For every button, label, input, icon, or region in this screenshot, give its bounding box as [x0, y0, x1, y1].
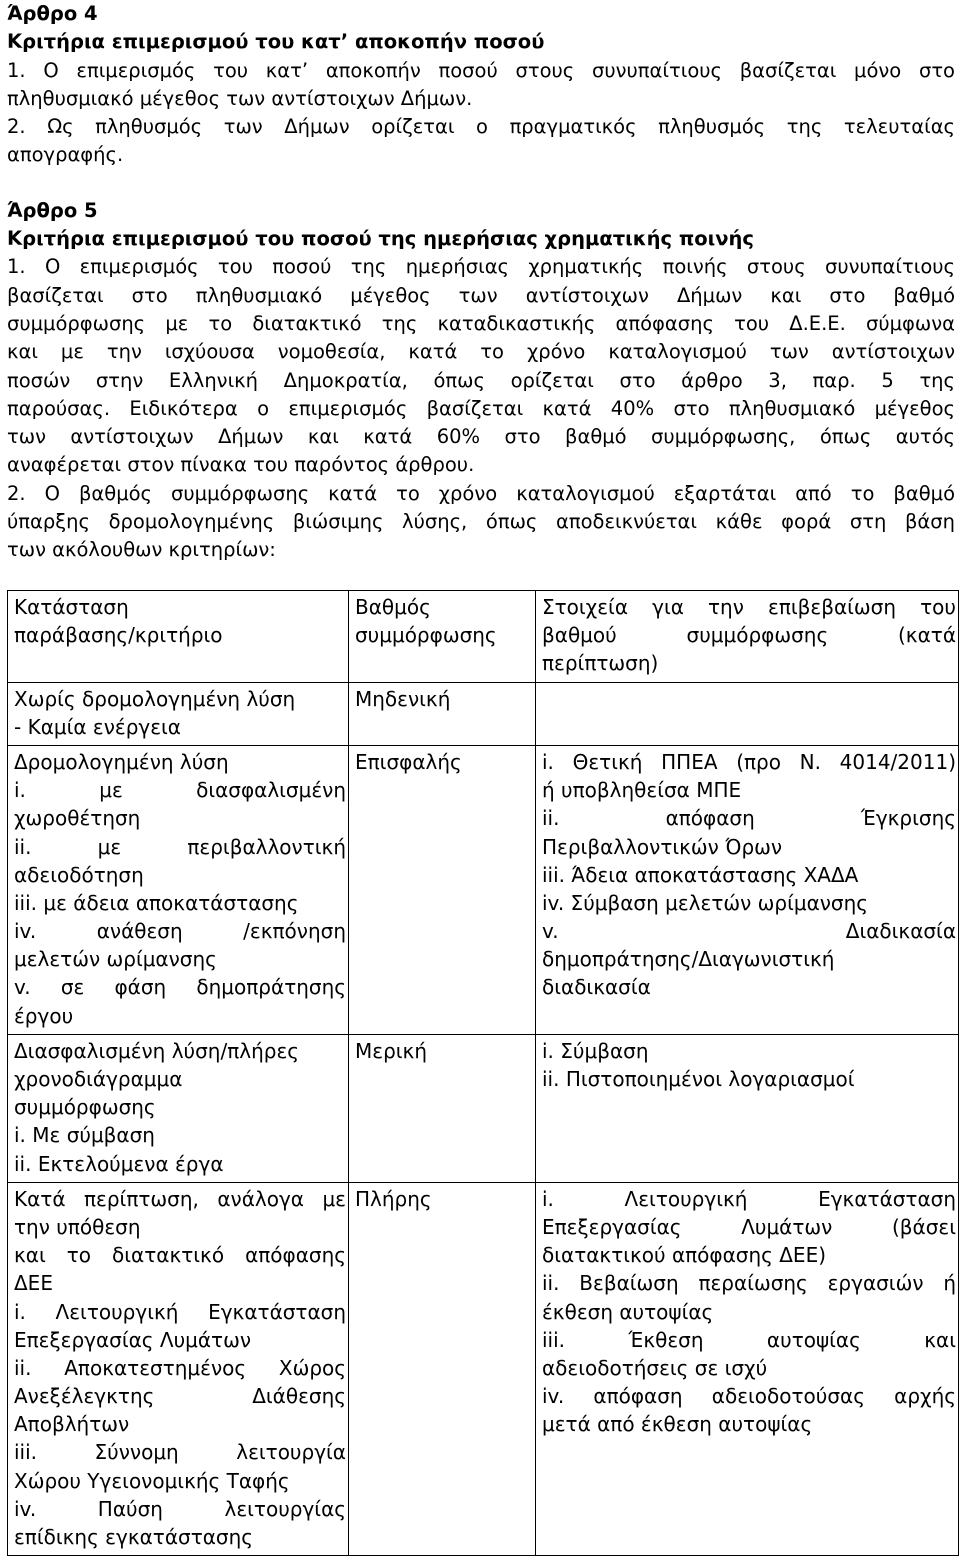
table-cell-line: Ανεξέλεγκτης Διάθεσης — [14, 1384, 346, 1409]
article-5-line: βασίζεται στο πληθυσμιακό μέγεθος των αντίστοιχων Δήμων και στο βαθμό — [7, 283, 955, 307]
table-cell-line: Κατά περίπτωση, ανάλογα με — [14, 1186, 346, 1211]
table-row — [8, 682, 959, 745]
table-cell-line: ii. Εκτελούμενα έργα — [14, 1151, 224, 1176]
table-cell-line: Επισφαλής — [355, 749, 462, 774]
table-cell-line: iii. Άδεια αποκατάστασης ΧΑΔΑ — [542, 862, 859, 887]
table-cell-line: iii. με άδεια αποκατάστασης — [14, 890, 299, 915]
cell-status — [8, 745, 349, 1034]
table-cell-line: v. σε φάση δημοπράτησης — [14, 975, 346, 1000]
table-cell-line: Διασφαλισμένη λύση/πλήρες — [14, 1038, 299, 1063]
article-5-line: και με την ισχύουσα νομοθεσία, κατά το χρόνο καταλογισμού των αντίστοιχων — [7, 340, 955, 364]
table-cell-line: Χώρου Υγειονομικής Ταφής — [14, 1468, 290, 1493]
cell-degree — [349, 1182, 536, 1555]
cell-degree — [349, 682, 536, 745]
article-4-line: 1. Ο επιμερισμός του κατ’ αποκοπήν ποσού στους συνυπαίτιους βασίζεται μόνο στο — [7, 58, 955, 82]
article-4-title: Κριτήρια επιμερισμού του κατ’ αποκοπήν ποσού — [7, 30, 545, 54]
header-cell-degree — [349, 591, 536, 683]
table-row — [8, 1182, 959, 1555]
table-cell-line: iv. απόφαση αδειοδοτούσας αρχής — [542, 1384, 956, 1409]
table-cell-line: ii. με περιβαλλοντική — [14, 834, 346, 859]
table-cell-line: iv. ανάθεση /εκπόνηση — [14, 919, 346, 944]
article-5-line: παρούσας. Ειδικότερα ο επιμερισμός βασίζεται κατά 40% στο πληθυσμιακό μέγεθος — [7, 396, 955, 420]
table-cell-line: έκθεση αυτοψίας — [542, 1299, 714, 1324]
article-5-heading: Άρθρο 5 — [7, 198, 98, 222]
cell-evidence — [536, 1034, 959, 1182]
table-cell-line: i. με διασφαλισμένη — [14, 778, 346, 803]
article-5-line: των ακόλουθων κριτηρίων: — [7, 538, 276, 562]
table-cell-line: και το διατακτικό απόφασης — [14, 1243, 346, 1268]
table-cell-line: Χωρίς δρομολογημένη λύση — [14, 686, 296, 711]
table-row — [8, 1034, 959, 1182]
table-cell-line: διατακτικού απόφασης ΔΕΕ) — [542, 1243, 827, 1268]
cell-status — [8, 1034, 349, 1182]
article-5-line: αναφέρεται στον πίνακα του παρόντος άρθρου. — [7, 453, 475, 477]
cell-evidence — [536, 745, 959, 1034]
article-4-line: απογραφής. — [7, 143, 124, 167]
cell-degree — [349, 745, 536, 1034]
table-cell-line: i. Λειτουργική Εγκατάσταση — [14, 1299, 346, 1324]
header-cell-status — [8, 591, 349, 683]
table-cell-line: έργου — [14, 1003, 74, 1028]
table-cell-line: iv. Σύμβαση μελετών ωρίμανσης — [542, 890, 869, 915]
table-cell-line: την υπόθεση — [14, 1214, 141, 1239]
article-5-line: 1. Ο επιμερισμός του ποσού της ημερήσιας χρηματικής ποινής στους συνυπαίτιους — [7, 255, 955, 279]
article-4-heading: Άρθρο 4 — [7, 2, 98, 25]
table-cell-line: Πλήρης — [355, 1186, 432, 1211]
table-cell-line: Μερική — [355, 1038, 427, 1063]
table-cell-line: v. Διαδικασία — [542, 919, 956, 944]
table-cell-line: περίπτωση) — [542, 651, 659, 676]
table-cell-line: Κατάσταση — [14, 595, 129, 619]
table-cell-line: i. Με σύμβαση — [14, 1123, 155, 1148]
table-cell-line: παράβασης/κριτήριο — [14, 623, 223, 648]
table-cell-line: συμμόρφωσης — [355, 623, 497, 648]
table-cell-line: iii. Έκθεση αυτοψίας και — [542, 1327, 956, 1352]
table-cell-line: χωροθέτηση — [14, 806, 141, 831]
table-cell-line: Μηδενική — [355, 686, 451, 711]
header-cell-evidence — [536, 591, 959, 683]
table-cell-line: επίδικης εγκατάστασης — [14, 1525, 254, 1549]
table-cell-line: ii. Πιστοποιημένοι λογαριασμοί — [542, 1067, 855, 1091]
table-cell-line: i. Θετική ΠΠΕΑ (προ Ν. 4014/2011) — [542, 749, 956, 774]
table-cell-line: μελετών ωρίμανσης — [14, 947, 217, 972]
cell-evidence — [536, 682, 959, 745]
cell-degree — [349, 1034, 536, 1182]
cell-status — [8, 682, 349, 745]
table-cell-line: iv. Παύση λειτουργίας — [14, 1496, 346, 1521]
table-cell-line: ii. Αποκατεστημένος Χώρος — [14, 1355, 346, 1380]
article-text — [7, 0, 955, 565]
table-cell-line: iii. Σύννομη λειτουργία — [14, 1440, 346, 1465]
table-cell-line: ii. απόφαση Έγκρισης — [542, 806, 956, 831]
table-cell-line: αδειοδοτήσεις σε ισχύ — [542, 1355, 768, 1380]
table-cell-line: συμμόρφωσης — [14, 1095, 156, 1120]
table-cell-line: αδειοδότηση — [14, 862, 144, 887]
table-cell-line: μετά από έκθεση αυτοψίας — [542, 1412, 813, 1437]
article-5-line: ύπαρξης δρομολογημένης βιώσιμης λύσης, όπως αποδεικνύεται κάθε φορά στη βάση — [7, 510, 955, 534]
table-cell-line: - Καμία ενέργεια — [14, 714, 181, 739]
table-cell-line: Δρομολογημένη λύση — [14, 749, 229, 774]
article-4-line: 2. Ως πληθυσμός των Δήμων ορίζεται ο πραγματικός πληθυσμός της τελευταίας — [7, 115, 955, 139]
article-5-line: ποσών στην Ελληνική Δημοκρατία, όπως ορίζεται στο άρθρο 3, παρ. 5 της — [7, 368, 955, 392]
table-cell-line: Επεξεργασίας Λυμάτων (βάσει — [542, 1214, 956, 1239]
table-cell-line: βαθμού συμμόρφωσης (κατά — [542, 623, 956, 648]
article-5-line: των αντίστοιχων Δήμων και κατά 60% στο βαθμό συμμόρφωσης, όπως αυτός — [7, 425, 955, 449]
table-row — [8, 745, 959, 1034]
table-cell-line: i. Σύμβαση — [542, 1038, 649, 1063]
table-cell-line: ii. Βεβαίωση περαίωσης εργασιών ή — [542, 1271, 956, 1296]
table-cell-line: ή υποβληθείσα ΜΠΕ — [542, 778, 742, 803]
article-4-line: πληθυσμιακό μέγεθος των αντίστοιχων Δήμων. — [7, 86, 473, 110]
article-5-line: 2. Ο βαθμός συμμόρφωσης κατά το χρόνο καταλογισμού εξαρτάται από το βαθμό — [7, 481, 955, 505]
table-header-row — [8, 591, 959, 683]
table-cell-line: Επεξεργασίας Λυμάτων — [14, 1327, 252, 1352]
compliance-criteria-table — [7, 590, 959, 1556]
table-cell-line: δημοπράτησης/Διαγωνιστική — [542, 947, 835, 972]
table-cell-line: Περιβαλλοντικών Όρων — [542, 834, 783, 859]
table-cell-line: Βαθμός — [355, 595, 431, 619]
article-5-title: Κριτήρια επιμερισμού του ποσού της ημερήσιας χρηματικής ποινής — [7, 227, 754, 251]
article-5-line: συμμόρφωσης με το διατακτικό της καταδικαστικής απόφασης του Δ.Ε.Ε. σύμφωνα — [7, 311, 955, 335]
table-cell-line: χρονοδιάγραμμα — [14, 1067, 183, 1091]
table-cell-line: Αποβλήτων — [14, 1412, 130, 1437]
table-cell-line: Στοιχεία για την επιβεβαίωση του — [542, 595, 956, 619]
cell-status — [8, 1182, 349, 1555]
table-cell-line: διαδικασία — [542, 975, 651, 1000]
cell-evidence — [536, 1182, 959, 1555]
table-cell-line: i. Λειτουργική Εγκατάσταση — [542, 1186, 956, 1211]
table-cell-line: ΔΕΕ — [14, 1271, 53, 1296]
